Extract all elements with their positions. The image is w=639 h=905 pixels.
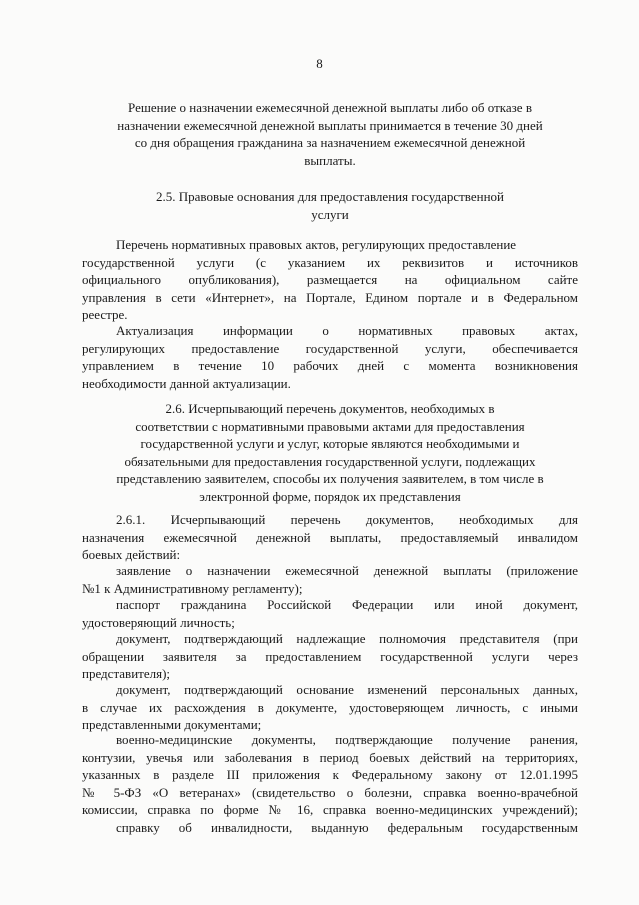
heading-line: услуги (311, 206, 349, 222)
list-item-personal-data-change (82, 681, 578, 734)
para-line: Актуализация информации о нормативных правовых актах, (116, 323, 578, 338)
para-line: удостоверяющий личность; (82, 614, 235, 630)
intro-line: назначении ежемесячной денежной выплаты принимается в течение 30 дней (117, 117, 543, 133)
page-number: 8 (316, 56, 323, 71)
para-line: официального опубликования), размещается на официальном сайте (82, 272, 578, 287)
para-line: 2.6.1. Исчерпывающий перечень документов, необходимых для (116, 512, 578, 527)
intro-line: Решение о назначении ежемесячной денежной выплаты либо об отказе в (128, 100, 532, 115)
list-item-disability-certificate (82, 819, 578, 837)
para-line: № 5-ФЗ «О ветеранах» (свидетельство о болезни, справка военно-врачебной (82, 784, 578, 800)
para-line: паспорт гражданина Российской Федерации или иной документ, (116, 597, 578, 612)
heading-line: электронной форме, порядок их представления (199, 488, 461, 504)
section-2-6-heading (80, 400, 580, 505)
para-line: государственной услуги (с указанием их реквизитов и источников (82, 254, 578, 270)
list-item-medical-documents (82, 731, 578, 819)
heading-line: 2.6. Исчерпывающий перечень документов, необходимых в (165, 401, 495, 416)
para-line: представленными документами; (82, 717, 262, 732)
heading-line: соответствии с нормативными правовыми актами для предоставления (135, 418, 525, 434)
list-item-passport (82, 596, 578, 631)
intro-paragraph (80, 99, 580, 169)
section-2-5-paragraph-1 (82, 236, 578, 324)
para-line: управлением в течение 10 рабочих дней с момента возникновения (82, 358, 578, 373)
para-line: управления в сети «Интернет», на Портале, Едином портале и в Федеральном (82, 289, 578, 305)
para-line: Перечень нормативных правовых актов, регулирующих предоставление (116, 237, 517, 252)
para-line: необходимости данной актуализации. (82, 375, 291, 391)
heading-line: государственной услуги и услуг, которые являются необходимыми и (140, 436, 520, 451)
heading-line: представлению заявителем, способы их получения заявителем, в том числе в (116, 471, 544, 486)
list-item-application (82, 562, 578, 597)
intro-line: со дня обращения гражданина за назначением ежемесячной денежной (134, 135, 526, 150)
para-line: реестре. (82, 307, 128, 322)
para-line: военно-медицинские документы, подтверждающие получение ранения, (116, 732, 578, 747)
para-line: справку об инвалидности, выданную федеральным государственным (116, 820, 578, 835)
para-line: регулирующих предоставление государственной услуги, обеспечивается (82, 340, 578, 356)
para-line: документ, подтверждающий надлежащие полномочия представителя (при (116, 631, 578, 646)
para-line: комиссии, справка по форме № 16, справка военно-медицинских учреждений); (82, 802, 578, 817)
para-line: представителя); (82, 666, 171, 681)
para-line: боевых действий: (82, 547, 181, 562)
para-line: №1 к Административному регламенту); (82, 580, 303, 596)
para-line: документ, подтверждающий основание изменений персональных данных, (116, 682, 578, 697)
para-line: заявление о назначении ежемесячной денежной выплаты (приложение (116, 563, 578, 578)
section-2-6-1-paragraph (82, 511, 578, 564)
heading-line: 2.5. Правовые основания для предоставления государственной (155, 189, 504, 204)
heading-line: обязательными для предоставления государственной услуги, подлежащих (124, 453, 536, 469)
para-line: назначения ежемесячной денежной выплаты, предоставляемый инвалидом (82, 529, 578, 545)
para-line: указанных в разделе III приложения к Федеральному закону от 12.01.1995 (82, 767, 578, 782)
para-line: в случае их расхождения в документе, удостоверяющем личность, с иными (82, 699, 578, 715)
intro-line: выплаты. (304, 152, 356, 168)
section-2-5-paragraph-2 (82, 322, 578, 392)
para-line: контузии, увечья или заболевания в период боевых действий на территориях, (82, 749, 578, 765)
para-line: обращении заявителя за предоставлением государственной услуги через (82, 648, 578, 664)
list-item-representative (82, 630, 578, 683)
section-2-5-heading (110, 188, 550, 223)
